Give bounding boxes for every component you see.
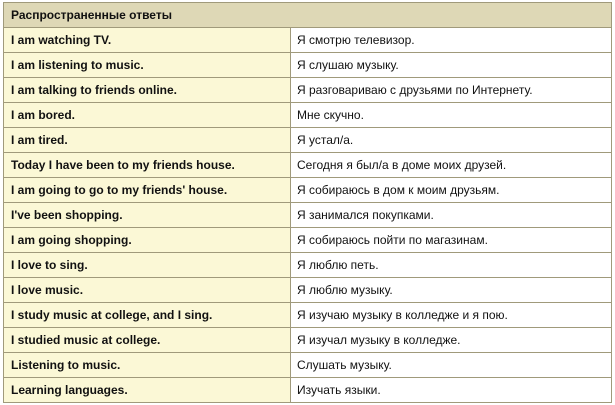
english-phrase: I am talking to friends online. <box>4 78 291 103</box>
table-row <box>4 128 612 153</box>
english-phrase: Listening to music. <box>4 353 291 378</box>
english-phrase: I am listening to music. <box>4 53 291 78</box>
russian-translation: Слушать музыку. <box>291 353 612 378</box>
english-phrase: I am watching TV. <box>4 28 291 53</box>
russian-translation: Я смотрю телевизор. <box>291 28 612 53</box>
english-phrase: I am going to go to my friends' house. <box>4 178 291 203</box>
table-row <box>4 278 612 303</box>
english-phrase: I study music at college, and I sing. <box>4 303 291 328</box>
table-row <box>4 228 612 253</box>
russian-translation: Я изучаю музыку в колледже и я пою. <box>291 303 612 328</box>
table-row <box>4 78 612 103</box>
table-row <box>4 303 612 328</box>
table-row <box>4 153 612 178</box>
english-phrase: I am bored. <box>4 103 291 128</box>
table-row <box>4 178 612 203</box>
russian-translation: Я собираюсь в дом к моим друзьям. <box>291 178 612 203</box>
russian-translation: Я занимался покупками. <box>291 203 612 228</box>
english-phrase: I am tired. <box>4 128 291 153</box>
english-phrase: I've been shopping. <box>4 203 291 228</box>
english-phrase: I love music. <box>4 278 291 303</box>
russian-translation: Я изучал музыку в колледже. <box>291 328 612 353</box>
table-row <box>4 53 612 78</box>
table-header: Распространенные ответы <box>4 3 612 28</box>
table-row <box>4 28 612 53</box>
russian-translation: Я люблю петь. <box>291 253 612 278</box>
russian-translation: Мне скучно. <box>291 103 612 128</box>
phrases-table <box>3 2 612 403</box>
russian-translation: Я люблю музыку. <box>291 278 612 303</box>
russian-translation: Я устал/а. <box>291 128 612 153</box>
russian-translation: Изучать языки. <box>291 378 612 403</box>
russian-translation: Я собираюсь пойти по магазинам. <box>291 228 612 253</box>
english-phrase: I studied music at college. <box>4 328 291 353</box>
english-phrase: Today I have been to my friends house. <box>4 153 291 178</box>
table-row <box>4 203 612 228</box>
russian-translation: Я слушаю музыку. <box>291 53 612 78</box>
english-phrase: Learning languages. <box>4 378 291 403</box>
russian-translation: Сегодня я был/а в доме моих друзей. <box>291 153 612 178</box>
table-header-row <box>4 3 612 28</box>
table-row <box>4 103 612 128</box>
table-row <box>4 378 612 403</box>
english-phrase: I am going shopping. <box>4 228 291 253</box>
table-row <box>4 328 612 353</box>
table-row <box>4 253 612 278</box>
english-phrase: I love to sing. <box>4 253 291 278</box>
table-row <box>4 353 612 378</box>
russian-translation: Я разговариваю с друзьями по Интернету. <box>291 78 612 103</box>
